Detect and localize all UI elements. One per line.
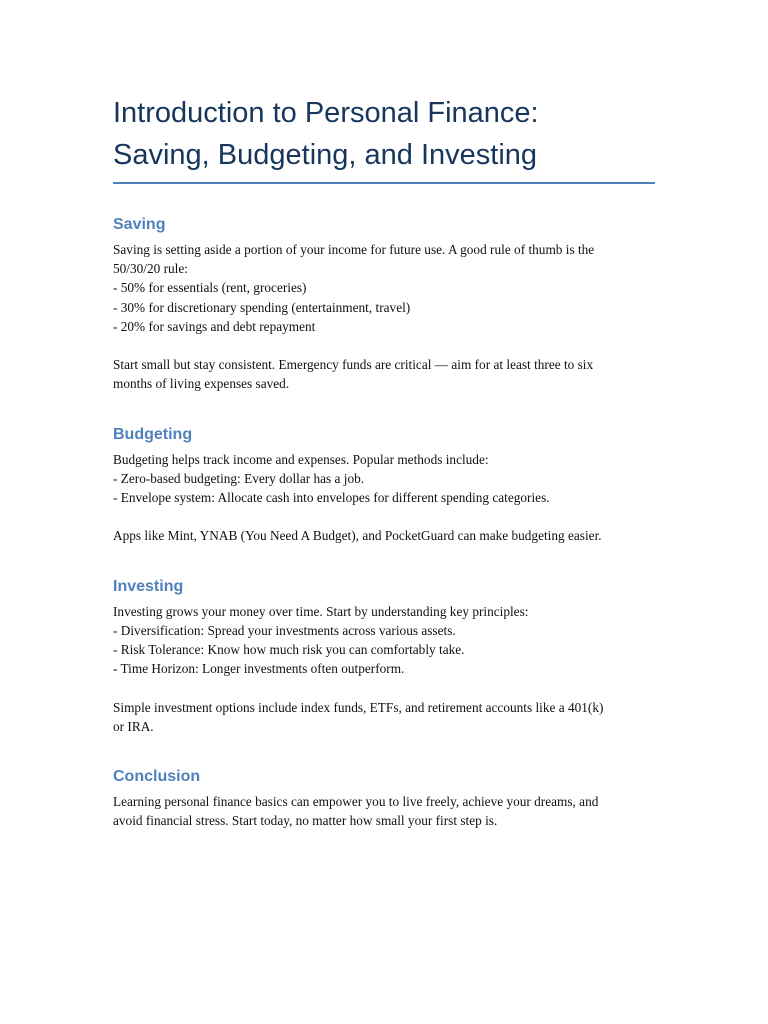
section-conclusion <box>113 766 655 830</box>
list-item: - Zero-based budgeting: Every dollar has a job. <box>113 470 365 486</box>
saving-paragraph-2 <box>113 355 655 393</box>
title-line-2: Saving, Budgeting, and Investing <box>113 139 538 171</box>
list-item: - Risk Tolerance: Know how much risk you can comfortably take. <box>113 642 465 658</box>
conclusion-paragraph <box>113 792 655 830</box>
text-line: Saving is setting aside a portion of your income for future use. A good rule of thumb is the <box>113 242 595 257</box>
text-line: Start small but stay consistent. Emergency funds are critical — aim for at least three to six <box>113 357 594 373</box>
text-line: Simple investment options include index funds, ETFs, and retirement accounts like a 401(k) <box>113 699 604 715</box>
list-item: - Envelope system: Allocate cash into envelopes for different spending categories. <box>113 490 550 506</box>
list-item: - 50% for essentials (rent, groceries) <box>113 280 307 296</box>
saving-paragraph-1 <box>113 240 655 336</box>
section-investing <box>113 576 655 736</box>
list-item: - 20% for savings and debt repayment <box>113 318 316 334</box>
list-item: - Diversification: Spread your investments across various assets. <box>113 622 456 638</box>
document-page <box>113 92 655 830</box>
budgeting-paragraph-1 <box>113 450 655 508</box>
title-line-1: Introduction to Personal Finance: <box>113 97 539 129</box>
investing-paragraph-2 <box>113 698 655 736</box>
list-item: - 30% for discretionary spending (entertainment, travel) <box>113 299 411 315</box>
text-line: Apps like Mint, YNAB (You Need A Budget), and PocketGuard can make budgeting easier. <box>113 528 602 544</box>
section-budgeting <box>113 424 655 546</box>
text-line: Learning personal finance basics can empower you to live freely, achieve your dreams, and <box>113 794 599 810</box>
document-title <box>113 92 655 184</box>
text-line: 50/30/20 rule: <box>113 261 188 277</box>
section-heading-budgeting: Budgeting <box>113 425 193 443</box>
section-heading-conclusion: Conclusion <box>113 768 201 786</box>
investing-paragraph-1 <box>113 602 655 679</box>
text-line: avoid financial stress. Start today, no matter how small your first step is. <box>113 813 498 829</box>
text-line: months of living expenses saved. <box>113 376 290 392</box>
text-line: or IRA. <box>113 718 154 734</box>
text-line: Investing grows your money over time. Start by understanding key principles: <box>113 603 529 619</box>
list-item: - Time Horizon: Longer investments often outperform. <box>113 661 405 677</box>
section-heading-saving: Saving <box>113 216 166 233</box>
section-heading-investing: Investing <box>113 577 184 595</box>
text-line: Budgeting helps track income and expenses. Popular methods include: <box>113 451 489 467</box>
budgeting-paragraph-2 <box>113 526 655 545</box>
section-saving <box>113 214 655 394</box>
